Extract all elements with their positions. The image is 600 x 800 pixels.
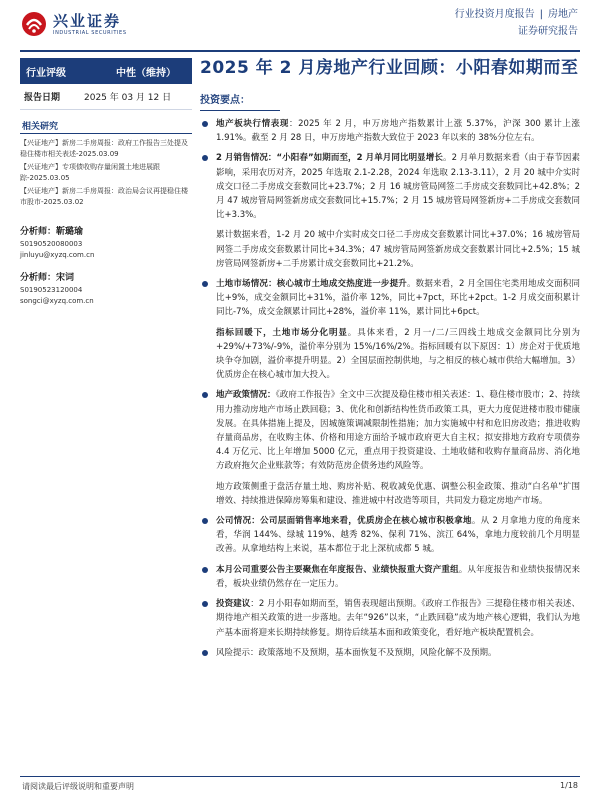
rating-bar (20, 58, 192, 84)
header-divider (20, 50, 580, 52)
related-research-title: 相关研究 (20, 118, 192, 134)
key-points-heading: 投资要点： (200, 91, 280, 111)
analyst-cert: S0190523120004 (20, 286, 83, 294)
page-number: 1/18 (560, 781, 578, 790)
point-subheading: 核心城市土地成交热度进一步提升 (276, 279, 407, 290)
industry-name: 房地产 (548, 9, 578, 20)
point-text: 。从 2 月拿地力度的角度来看，华润 144%、绿城 119%、越秀 82%、保利 71%、滨江 64%，拿地力度较前几个月明显改善。从拿地结构上来说，基本都位于北上深杭成都 5 城。 (216, 516, 580, 555)
analyst-name: 靳璐瑜 (56, 227, 84, 237)
date-label: 报告日期 (24, 93, 61, 103)
point-text: ：2025 年 2 月，申万房地产指数累计上涨 5.37%，沪深 300 累计上涨 1.91%。截至 2 月 28 日，申万房地产指数大致位于 2023 年以来的 38%分位左右。 (216, 119, 580, 144)
point-heading: 2 月销售情况： (216, 153, 277, 164)
report-type: 行业投资月度报告 (454, 9, 535, 20)
separator: | (539, 9, 543, 20)
analyst-email[interactable]: jinluyu@xyzq.com.cn (20, 251, 95, 259)
key-points (200, 117, 580, 660)
page-header (0, 0, 600, 48)
header-info (455, 8, 578, 40)
point-market-performance (200, 117, 580, 145)
analyst-email[interactable]: songci@xyzq.com.cn (20, 297, 94, 305)
research-dept: 证券研究报告 (518, 26, 578, 37)
point-text: 。2 月单月数据来看（由于春节因素影响，采用农历对齐，2025 年选取 2.1-2.28，2024 年选取 2.13-3.11），2 月 20 城中介实时成交口径二手房成交套数同比+23.7%；2 月 16 城房管局网签二手房成交套数同比+42.8%；2 月 47 城房管局网签新房成交套数同比+15.7%；2 月 15 城房管局网签新房+二手房成交套数同比+3.3%。 (216, 153, 580, 221)
paragraph-text: 。具体来看，2 月一/二/三四线土地成交金额同比分别为+29%/+73%/-9%，溢价率分别为 15%/16%/2%。指标回暖有以下原因：1）房企对于优质地块争夺加剧，溢价率提升明显。2）全国层面控制供地，与之相反的核心城市供给大幅增加。3）优质房企在核心城市加大投入。 (216, 327, 580, 381)
point-risk-warning: 风险提示：政策落地不及预期，基本面恢复不及预期，风险化解不及预期。 (200, 646, 580, 660)
point-text: 《政府工作报告》全文中三次提及稳住楼市相关表述：1、稳住楼市股市；2、持续用力推动房地产市场止跌回稳；3、优化和创新结构性货币政策工具，更大力度促进楼市股市健康发展。在具体措施上提及，因城施策调减限制性措施；加力实施城中村和危旧房改造；推进收购存量商品房，在收购主体、价格和用途方面给予城市政府更大自主权；拟安排地方政府专项债券 4.4 万亿元、比上年增加 5000 亿元，重点用于投资建设、土地收储和收购存量商品房、消化地方政府拖欠企业账款等；有效防范房企债务违约风险等。 (216, 390, 580, 472)
related-research-list (20, 138, 192, 207)
sidebar (20, 58, 192, 307)
paragraph-heading: 指标回暖下，土地市场分化明显 (216, 327, 348, 338)
related-research-item[interactable]: 【兴证地产】专项债收购存量闲置土地进展跟踪-2025.03.05 (20, 163, 160, 182)
related-research-item[interactable]: 【兴证地产】新房二手房周报：政府工作报告三处提及稳住楼市相关表述-2025.03.09 (20, 139, 188, 158)
analyst-label: 分析师： (20, 273, 57, 283)
point-subheading: “小阳春”如期而至，2 月单月同比明显增长 (276, 153, 443, 164)
footer-divider (20, 776, 580, 777)
report-date-row (20, 84, 192, 110)
land-divergence-paragraph (200, 326, 580, 383)
point-text: 。从年度报告和业绩快报情况来看，板块业绩仍然存在一定压力。 (216, 564, 580, 589)
point-heading: 本月公司重要公告主要聚焦在年度报告、业绩快报重大资产重组 (216, 564, 459, 575)
point-heading: 地产板块行情表现 (216, 119, 290, 129)
related-research-item[interactable]: 【兴证地产】新房二手房周报：政治局会议再提稳住楼市股市-2025.03.02 (20, 187, 188, 206)
analyst-cert: S0190520080003 (20, 240, 83, 248)
point-heading: 投资建议 (216, 599, 251, 610)
point-sales (200, 151, 580, 222)
analyst-card (20, 225, 192, 261)
point-investment-advice (200, 597, 580, 640)
analyst-name: 宋词 (56, 273, 75, 283)
rating-value: 中性（维持） (116, 67, 176, 79)
logo-name-en: INDUSTRIAL SECURITIES (53, 29, 127, 36)
point-text: 。数据来看，2 月全国住宅类用地成交面积同比+9%，成交金额同比+31%，溢价率 12%，同比+7pct，环比+2pct。1-2 月成交面积累计同比-7%，成交金额累计同比+28%，溢价率 11%，累计同比+6pct。 (216, 279, 580, 318)
point-announcements (200, 563, 580, 591)
main-content (200, 56, 580, 666)
sales-cumulative-paragraph: 累计数据来看，1-2 月 20 城中介实时成交口径二手房成交套数累计同比+37.0%；16 城房管局网签二手房成交套数累计同比+34.3%；47 城房管局网签新房成交套数累计同比+2.5%；15 城房管局网签新房+二手房累计成交套数同比+21.2%。 (216, 230, 580, 269)
point-company (200, 514, 580, 557)
rating-label: 行业评级 (26, 67, 66, 79)
date-value: 2025 年 03 月 12 日 (84, 93, 172, 103)
point-policy (200, 388, 580, 473)
footer-disclaimer: 请阅读最后评级说明和重要声明 (22, 782, 134, 791)
report-title: 2025 年 2 月房地产行业回顾：小阳春如期而至 (200, 58, 579, 78)
analyst-card (20, 271, 192, 307)
point-heading: 公司情况：公司层面销售率地来看，优质房企在核心城市积极拿地 (216, 516, 472, 527)
logo-icon (20, 10, 48, 38)
point-text: ：2 月小阳春如期而至，销售表现超出预期。《政府工作报告》三提稳住楼市相关表述、期待地产相关政策的进一步落地。去年“926”以来，“止跌回稳”成为地产核心逻辑，我们认为地产基本面将迎来长期持续修复。期待后续基本面和政策变化，看好地产板块配置机会。 (216, 599, 580, 638)
logo-name-cn: 兴业证券 (53, 11, 122, 30)
point-heading: 土地市场情况： (216, 279, 277, 290)
local-policy-paragraph: 地方政策侧重于盘活存量土地、购房补贴、税收减免优惠、调整公积金政策、推动“白名单”扩围增效、持续推进保障房筹集和建设、推进城中村改造等项目，共同发力稳定房地产市场。 (216, 481, 580, 506)
point-heading: 地产政策情况： (216, 390, 276, 401)
point-land-market (200, 277, 580, 320)
analyst-label: 分析师： (20, 227, 57, 237)
company-logo (20, 10, 127, 38)
